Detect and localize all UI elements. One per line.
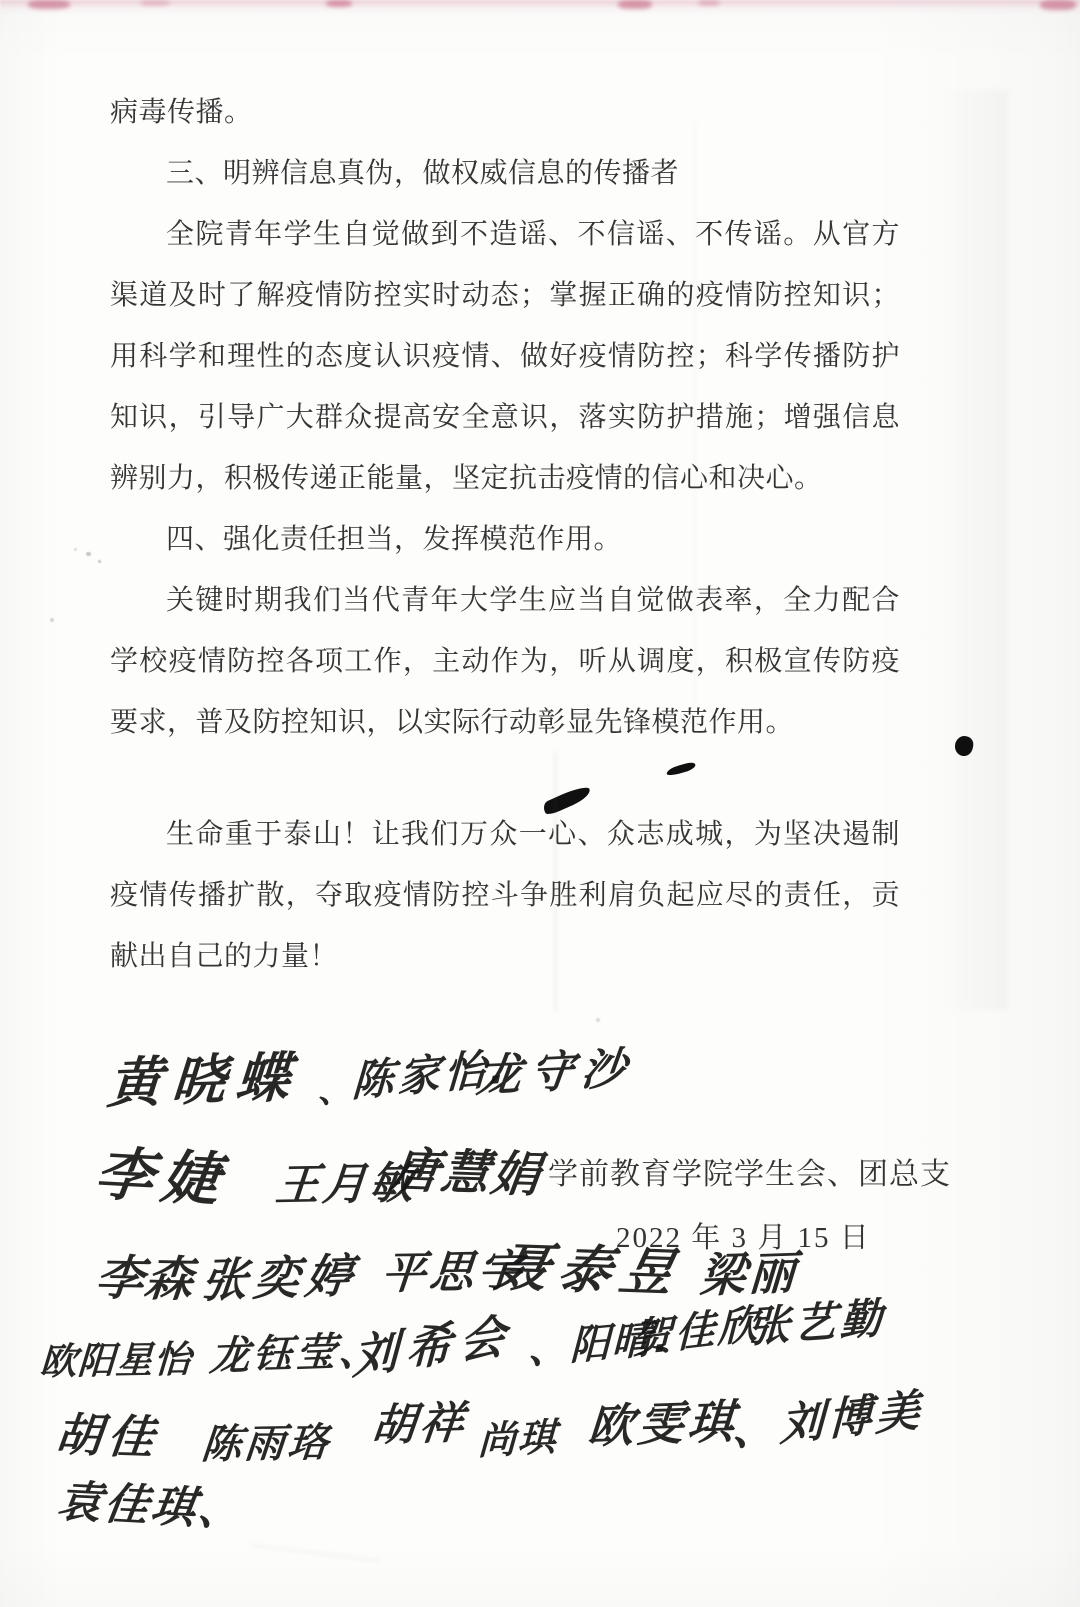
paper-speckle [74,548,77,551]
signature: 王月敏 [273,1157,419,1212]
paper-crease [250,1544,379,1562]
paragraph-section-4: 关键时期我们当代青年大学生应当自觉做表率，全力配合学校疫情防控各项工作，主动作为，听从调度，积极宣传防疫要求，普及防控知识，以实际行动彰显先锋模范作用。 [110,585,900,738]
signature: 平思宇 [379,1245,528,1300]
signature-separator: 、 [313,1067,354,1113]
signature: 龙守沙 [474,1042,637,1103]
signoff-date: 2022 年 3 月 15 日 [616,1222,871,1254]
signature: 欧阳星怡 [38,1337,193,1384]
signature: 尚琪 [477,1414,559,1464]
document-body [110,82,900,987]
signature: 李森 [93,1250,197,1308]
paper-crease [694,120,696,730]
signature: 张奕婷 [198,1248,361,1308]
paragraph-continuation: 病毒传播。 [110,97,253,128]
scan-edge-red-mark [326,0,352,7]
signature: 、刘博美 [731,1384,925,1457]
paper-speckle [98,560,101,563]
closing-paragraph: 生命重于泰山！让我们万众一心、众志成城，为坚决遏制疫情传播扩散，夺取疫情防控斗争胜利肩负起应尽的责任，贡献出自己的力量！ [110,819,900,972]
signature: 胡祥 [368,1397,471,1452]
signature: 聂泰昱 [490,1237,690,1305]
paper-speckle [596,1018,600,1022]
paper-crease [554,752,557,1012]
signature: 陈家怡. [350,1042,511,1107]
scan-edge-red-mark [698,0,720,6]
scan-edge-red-mark [618,0,652,9]
signature: 龙钰莹、 [208,1327,384,1381]
signature: 袁佳琪、 [53,1476,249,1537]
scan-edge-red-mark [140,0,170,6]
signature: 、阳晴. [527,1314,672,1374]
signature: 欧雯琪 [585,1394,740,1454]
paper-speckle [86,552,91,556]
signature: 刘希会 [351,1307,515,1385]
signature: 李婕 [91,1139,232,1215]
signature: 陈雨珞 [199,1419,333,1469]
signature: 黄晓蝶 [105,1045,302,1116]
signature: 张艺勤 [747,1293,887,1352]
paragraph-section-3: 全院青年学生自觉做到不造谣、不信谣、不传谣。从官方渠道及时了解疫情防控实时动态；掌握正确的疫情防控知识；用科学和理性的态度认识疫情、做好疫情防控；科学传播防护知识，引导广大群众提高安全意识，落实防护措施；增强信息辨别力，积极传递正能量，坚定抗击疫情的信心和决心。 [110,219,900,494]
signature: 梁丽 [698,1245,800,1303]
paper-speckle [50,618,54,622]
scan-edge-red-mark [28,0,70,9]
section-heading-3: 三、明辨信息真伪，做权威信息的传播者 [166,158,680,189]
scan-edge-red-mark [1040,0,1076,10]
signoff-organization: 学前教育学院学生会、团总支 [548,1158,951,1191]
signature: 胡佳 [52,1407,163,1465]
signature: 唐慧娟 [388,1142,545,1204]
scan-shading-band [938,90,1008,1010]
signature: 贺佳欣 [632,1300,761,1364]
section-heading-4: 四、强化责任担当，发挥模范作用。 [166,524,623,555]
